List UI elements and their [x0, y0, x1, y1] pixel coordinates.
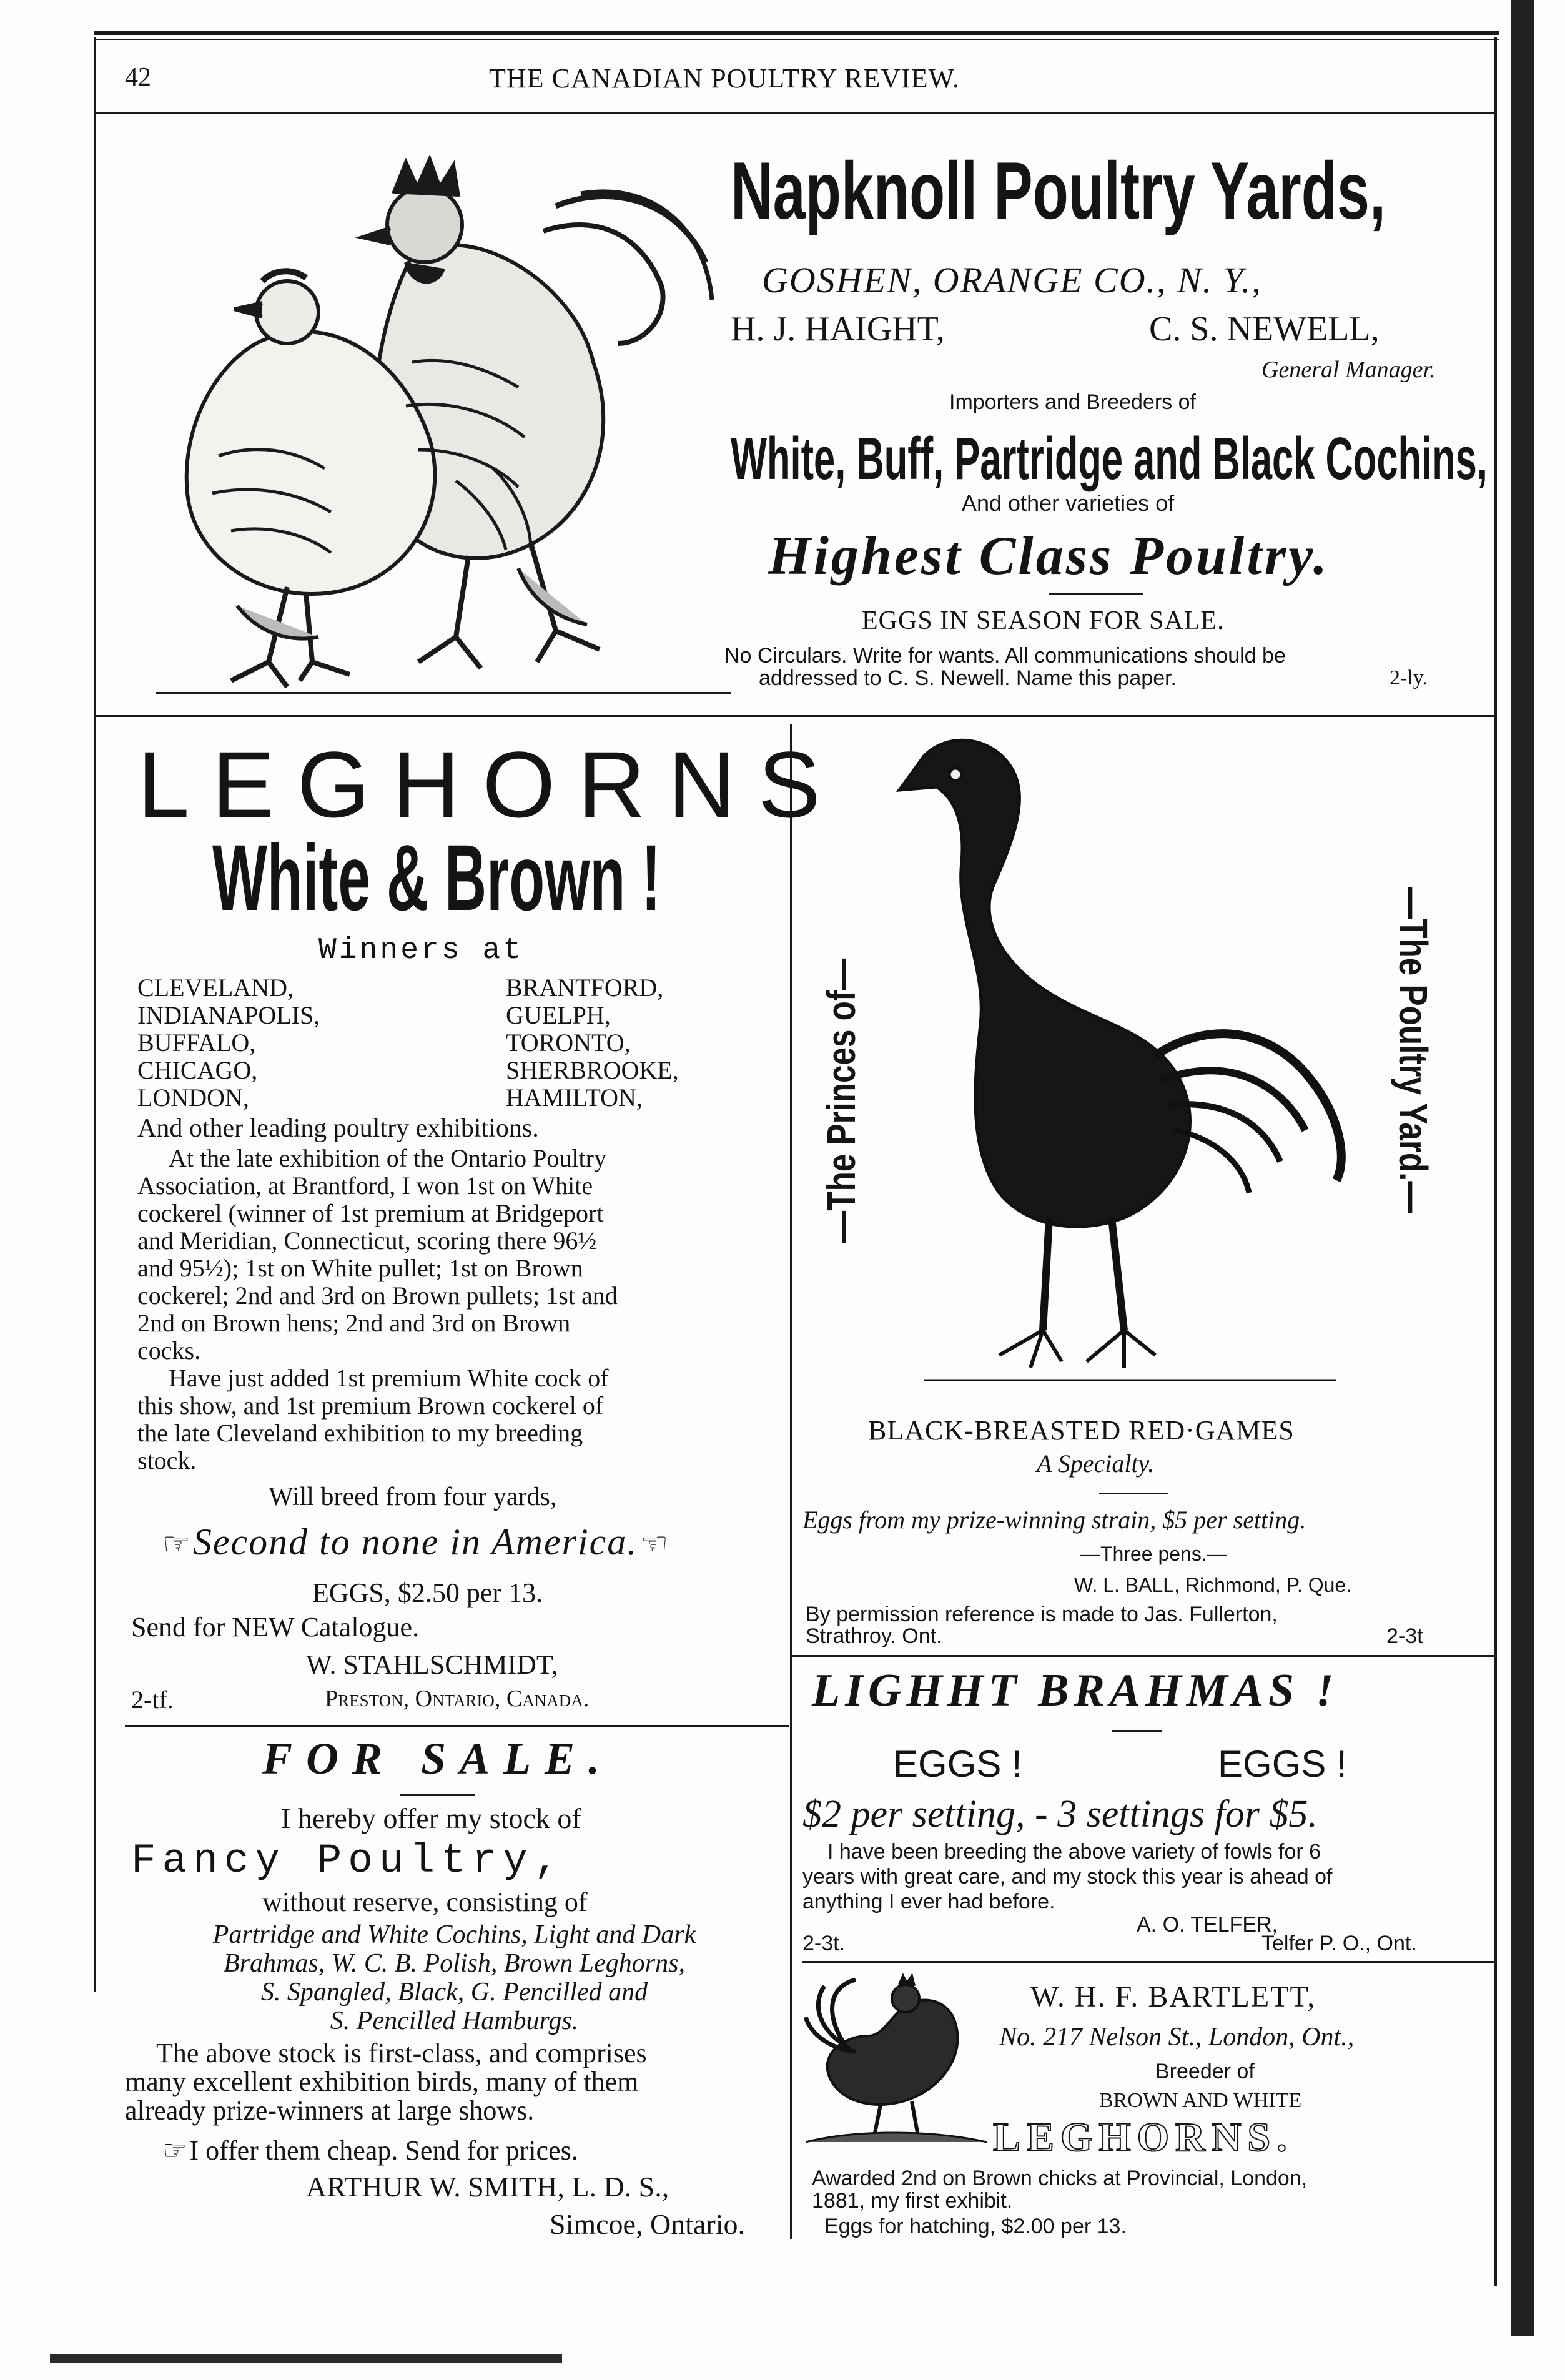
brahmas-eggs-1: EGGS ! [893, 1743, 1022, 1785]
bartlett-rooster-illustration [806, 1973, 987, 2155]
bartlett-address: No. 217 Nelson St., London, Ont., [999, 2023, 1355, 2052]
princes-small-rule [1099, 1493, 1168, 1494]
for-sale-without: without reserve, consisting of [262, 1887, 588, 1917]
top-rule [94, 31, 1499, 35]
for-sale-small-rule [400, 1794, 475, 1796]
princes-vertical-right: —The Poultry Yard.— [1391, 887, 1436, 1213]
pointing-hand-icon: ☞ [162, 1526, 190, 1561]
para-line: anything I ever had before. [802, 1890, 1055, 1913]
city: SHERBROOKE, [506, 1056, 679, 1084]
leghorns-other: And other leading poultry exhibitions. [137, 1114, 539, 1143]
city: LONDON, [137, 1084, 249, 1112]
brahmas-para [802, 1839, 1333, 1914]
for-sale-name: ARTHUR W. SMITH, L. D. S., [306, 2171, 669, 2203]
city: CLEVELAND, [137, 974, 294, 1002]
city: INDIANAPOLIS, [137, 1001, 320, 1029]
for-sale-cheap: I offer them cheap. Send for prices. [189, 2135, 578, 2166]
brahmas-bottom-rule [802, 1961, 1496, 1963]
leghorns-winners: Winners at [318, 934, 524, 967]
left-border [94, 37, 96, 1992]
bartlett-name: W. H. F. BARTLETT, [1030, 1980, 1316, 2013]
bartlett-leghorns: LEGHORNS. [993, 2115, 1293, 2160]
header-rule [94, 112, 1496, 114]
para-line: stock. [137, 1446, 197, 1474]
princes-eggs: Eggs from my prize-winning strain, $5 per setting. [802, 1506, 1306, 1534]
city: BRANTFORD, [506, 974, 664, 1002]
para-line: cocks. [137, 1336, 201, 1365]
leghorns-subtitle: White & Brown ! [212, 825, 661, 930]
para-line: cockerel; 2nd and 3rd on Brown pullets; 1st and [137, 1281, 618, 1310]
breed-line: Brahmas, W. C. B. Polish, Brown Leghorns, [224, 1949, 685, 1978]
princes-breed: BLACK-BREASTED RED·GAMES [868, 1415, 1295, 1446]
breed-line: S. Spangled, Black, G. Pencilled and [260, 1978, 648, 2007]
brahmas-small-rule [1112, 1730, 1162, 1732]
leghorns-bottom-rule [125, 1725, 789, 1727]
princes-name: W. L. BALL, Richmond, P. Que. [1074, 1574, 1352, 1596]
para-line: years with great care, and my stock this year is ahead of [802, 1865, 1333, 1889]
leghorns-cities-left [137, 974, 320, 1112]
bartlett-award-1: Awarded 2nd on Brown chicks at Provincial, London, [812, 2166, 1308, 2190]
brahmas-price: $2 per setting, - 3 settings for $5. [802, 1793, 1318, 1835]
para-line: this show, and 1st premium Brown cockerel of [137, 1391, 604, 1420]
bartlett-brown-white: BROWN AND WHITE [1099, 2089, 1302, 2112]
leghorns-slogan-row [162, 1521, 668, 1564]
for-sale-breeds [119, 1920, 790, 2035]
princes-ref-2: Strathroy. Ont. [806, 1624, 942, 1648]
princes-ref-1: By permission reference is made to Jas. Fullerton, [806, 1602, 1278, 1626]
game-cock-illustration [887, 731, 1374, 1393]
bartlett-breeder: Breeder of [1155, 2060, 1255, 2083]
leghorns-yards: Will breed from four yards, [269, 1483, 557, 1511]
napknoll-ref: 2-ly. [1390, 666, 1428, 689]
city: HAMILTON, [506, 1084, 643, 1112]
napknoll-eggs: EGGS IN SEASON FOR SALE. [862, 606, 1225, 635]
leghorns-ref: 2-tf. [131, 1686, 174, 1714]
para-line: 2nd on Brown hens; 2nd and 3rd on Brown [137, 1309, 571, 1337]
napknoll-importers: Importers and Breeders of [949, 390, 1196, 414]
leghorns-name: W. STAHLSCHMIDT, [306, 1649, 558, 1680]
para-line: Association, at Brantford, I won 1st on White [137, 1172, 593, 1200]
bartlett-eggs: Eggs for hatching, $2.00 per 13. [824, 2215, 1127, 2238]
right-border [1494, 37, 1497, 2286]
napknoll-title: Napknoll Poultry Yards, [731, 145, 1386, 236]
leghorns-catalogue: Send for NEW Catalogue. [131, 1612, 420, 1642]
right-edge-bar [1511, 0, 1534, 2336]
cochins-illustration [144, 156, 743, 706]
napknoll-manager-name: C. S. NEWELL, [1149, 310, 1380, 348]
napknoll-breeds: White, Buff, Partridge and Black Cochins, [731, 425, 1488, 492]
brahmas-name: A. O. TELFER, [1137, 1913, 1278, 1937]
top-rule-thin [94, 39, 1499, 40]
page-number: 42 [125, 63, 151, 92]
bottom-smear [50, 2354, 562, 2363]
para-line: the late Cleveland exhibition to my breeding [137, 1419, 583, 1447]
leghorns-title: LEGHORNS [137, 732, 843, 837]
leghorns-eggs: EGGS, $2.50 per 13. [312, 1578, 543, 1608]
napknoll-bottom-rule [94, 715, 1496, 717]
para-line: I have been breeding the above variety of fowls for 6 [827, 1840, 1321, 1864]
page-header-title: THE CANADIAN POULTRY REVIEW. [489, 63, 960, 94]
city: BUFFALO, [137, 1029, 256, 1057]
brahmas-address: Telfer P. O., Ont. [1261, 1932, 1417, 1955]
for-sale-title: FOR SALE. [262, 1734, 614, 1784]
napknoll-note-1: No Circulars. Write for wants. All communications should be [724, 644, 1286, 668]
para-line: and 95½); 1st on White pullet; 1st on Brown [137, 1254, 583, 1282]
leghorns-para-1 [137, 1145, 781, 1365]
para-line: many excellent exhibition birds, many of them [125, 2066, 639, 2097]
napknoll-small-rule [1049, 593, 1143, 595]
for-sale-cheap-row [162, 2135, 578, 2166]
for-sale-offer: I hereby offer my stock of [281, 1802, 581, 1834]
brahmas-eggs-2: EGGS ! [1218, 1743, 1347, 1785]
napknoll-manager-title: General Manager. [1261, 357, 1436, 383]
napknoll-class: Highest Class Poultry. [768, 526, 1330, 586]
city: GUELPH, [506, 1001, 611, 1029]
para-line: already prize-winners at large shows. [125, 2095, 535, 2126]
princes-ref-code: 2-3t [1386, 1624, 1423, 1648]
breed-line: Partridge and White Cochins, Light and Dark [212, 1920, 696, 1949]
para-line: and Meridian, Connecticut, scoring there 96½ [137, 1227, 597, 1255]
brahmas-title: LIGHHT BRAHMAS ! [812, 1665, 1339, 1716]
leghorns-address: Preston, Ontario, Canada. [325, 1686, 590, 1712]
para-line: cockerel (winner of 1st premium at Bridgeport [137, 1199, 604, 1227]
for-sale-place: Simcoe, Ontario. [550, 2208, 745, 2240]
for-sale-para [125, 2039, 647, 2125]
city: TORONTO, [506, 1029, 631, 1057]
pointing-hand-icon: ☜ [640, 1526, 669, 1561]
leghorns-cities-right [506, 974, 679, 1112]
napknoll-owner: H. J. HAIGHT, [731, 310, 945, 348]
breed-line: S. Pencilled Hamburgs. [330, 2007, 579, 2035]
city: CHICAGO, [137, 1056, 258, 1084]
napknoll-location: GOSHEN, ORANGE CO., N. Y., [762, 260, 1262, 300]
leghorns-slogan: Second to none in America. [192, 1521, 638, 1563]
for-sale-fancy: Fancy Poultry, [131, 1837, 565, 1884]
column-divider [790, 724, 792, 2239]
brahmas-ref: 2-3t. [802, 1932, 846, 1955]
bartlett-award-2: 1881, my first exhibit. [812, 2189, 1013, 2213]
leghorns-para-2 [137, 1365, 781, 1474]
princes-bottom-rule [790, 1655, 1496, 1657]
napknoll-other: And other varieties of [962, 490, 1175, 516]
princes-vertical-left: —The Princes of— [819, 958, 864, 1243]
para-line: The above stock is first-class, and comprises [156, 2038, 647, 2068]
para-line: At the late exhibition of the Ontario Poultry [169, 1144, 606, 1172]
para-line: Have just added 1st premium White cock of [169, 1364, 609, 1392]
napknoll-note-2: addressed to C. S. Newell. Name this paper. [759, 666, 1177, 690]
princes-specialty: A Specialty. [1037, 1449, 1155, 1478]
pointing-hand-icon: ☞ [162, 2135, 187, 2166]
princes-pens: —Three pens.— [1080, 1543, 1227, 1565]
